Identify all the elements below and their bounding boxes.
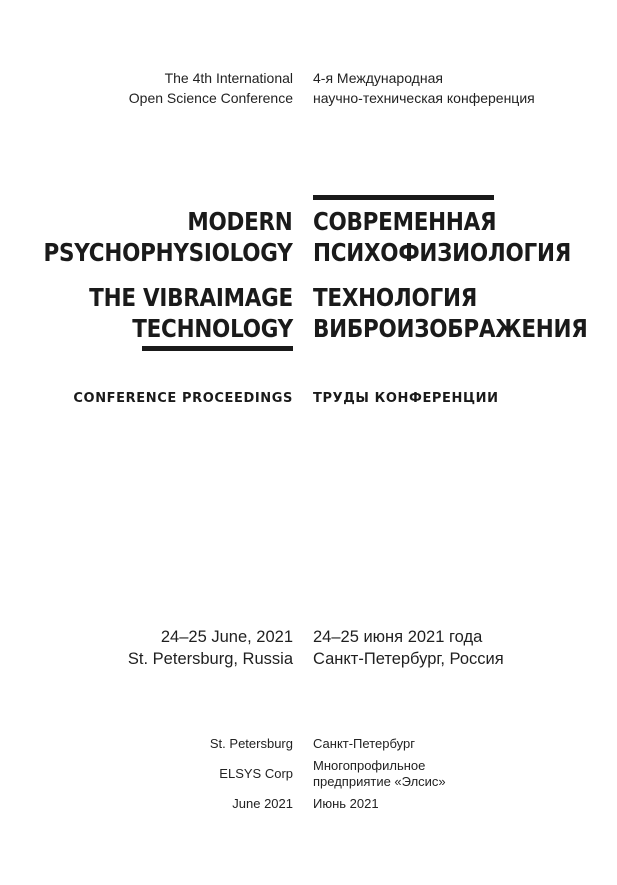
proceedings-ru: ТРУДЫ КОНФЕРЕНЦИИ bbox=[313, 391, 499, 406]
title2-ru bbox=[313, 282, 588, 344]
dates-ru-line2: Санкт-Петербург, Россия bbox=[313, 650, 504, 668]
conference-ru-line2: научно-техническая конференция bbox=[313, 90, 535, 106]
title1-en bbox=[44, 206, 293, 268]
title-top-bar bbox=[313, 195, 494, 200]
dates-ru-line1: 24–25 июня 2021 года bbox=[313, 628, 483, 646]
title1-ru bbox=[313, 206, 571, 268]
publisher-city-ru: Санкт-Петербург bbox=[313, 736, 415, 751]
title2-en bbox=[89, 282, 293, 344]
publisher-org-ru bbox=[313, 758, 446, 790]
title2-en-line1: THE VIBRAIMAGE bbox=[89, 283, 293, 312]
dates-en bbox=[128, 626, 293, 670]
proceedings-en: CONFERENCE PROCEEDINGS bbox=[73, 391, 293, 406]
dates-ru bbox=[313, 626, 504, 670]
conference-en-line1: The 4th International bbox=[164, 70, 293, 86]
title2-ru-line2: ВИБРОИЗОБРАЖЕНИЯ bbox=[313, 314, 588, 343]
publisher-date-en: June 2021 bbox=[232, 796, 293, 811]
conference-ru bbox=[313, 68, 535, 108]
title2-en-line2: TECHNOLOGY bbox=[132, 314, 293, 343]
title1-en-line1: MODERN bbox=[187, 207, 293, 236]
dates-en-line2: St. Petersburg, Russia bbox=[127, 650, 293, 668]
conference-en bbox=[129, 68, 293, 108]
dates-en-line1: 24–25 June, 2021 bbox=[160, 628, 293, 646]
title1-ru-line1: СОВРЕМЕННАЯ bbox=[313, 207, 497, 236]
publisher-date-ru: Июнь 2021 bbox=[313, 796, 379, 811]
title2-ru-line1: ТЕХНОЛОГИЯ bbox=[313, 283, 478, 312]
publisher-org-ru-line1: Многопрофильное bbox=[313, 758, 426, 773]
title-bottom-bar bbox=[142, 346, 293, 351]
publisher-org-ru-line2: предприятие «Элсис» bbox=[313, 774, 446, 789]
publisher-org-en: ELSYS Corp bbox=[219, 766, 293, 781]
title1-en-line2: PSYCHOPHYSIOLOGY bbox=[43, 238, 293, 267]
conference-en-line2: Open Science Conference bbox=[128, 90, 293, 106]
publisher-city-en: St. Petersburg bbox=[209, 736, 293, 751]
title1-ru-line2: ПСИХОФИЗИОЛОГИЯ bbox=[313, 238, 571, 267]
conference-ru-line1: 4-я Международная bbox=[313, 70, 443, 86]
